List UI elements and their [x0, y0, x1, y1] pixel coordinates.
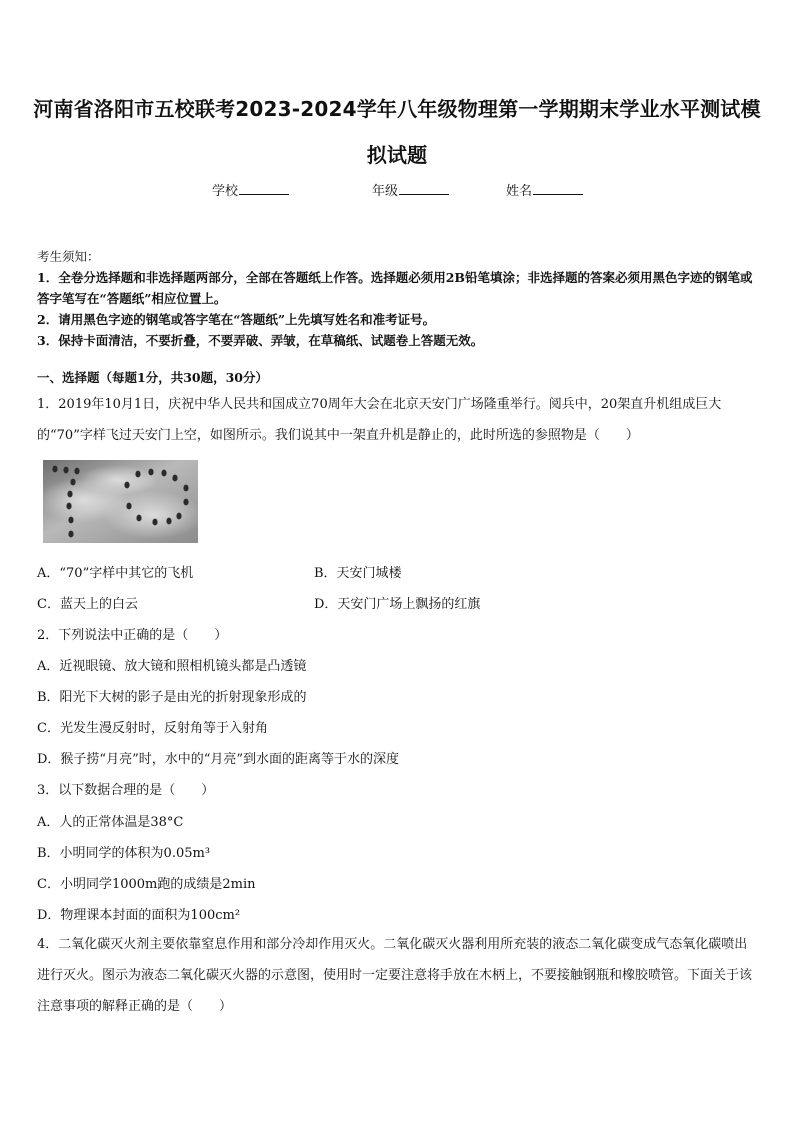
- grade-blank: [399, 181, 449, 195]
- question-1-option-c: C．蓝天上的白云: [37, 597, 138, 612]
- name-blank: [533, 181, 583, 195]
- question-1-option-d: D．天安门广场上飘扬的红旗: [314, 597, 481, 612]
- name-field: [506, 180, 583, 199]
- question-3-stem: 3．以下数据合理的是（ ）: [37, 783, 215, 798]
- question-3-option-c: C．小明同学1000m跑的成绩是2min: [37, 877, 256, 892]
- question-4-stem: 4．二氧化碳灭火剂主要依靠窒息作用和部分冷却作用灭火。二氧化碳灭火器利用所充装的液态二氧化碳变成气态氧化碳喷出进行灭火。图示为液态二氧化碳灭火器的示意图，使用时一定要注意将手放在木柄上，不要接触钢瓶和橡胶喷管。下面关于该注意事项的解释正确的是（ ）: [37, 937, 753, 1014]
- question-2-stem: 2．下列说法中正确的是（ ）: [37, 628, 228, 643]
- name-label: 姓名: [506, 184, 533, 199]
- question-2-option-a: A．近视眼镜、放大镜和照相机镜头都是凸透镜: [37, 659, 307, 674]
- grade-label: 年级: [372, 184, 399, 199]
- helicopters-formation-photo: [43, 460, 198, 543]
- notice-heading: 考生须知：: [37, 249, 100, 264]
- school-blank: [239, 181, 289, 195]
- question-3-option-a: A．人的正常体温是38°C: [37, 815, 184, 830]
- notice-item: 3．保持卡面清洁，不要折叠，不要弄破、弄皱，在草稿纸、试题卷上答题无效。: [37, 333, 484, 348]
- section-heading: 一、选择题（每题1分，共30题，30分）: [37, 370, 268, 385]
- notice-item: 2．请用黑色字迹的钢笔或答字笔在“答题纸”上先填写姓名和准考证号。: [37, 312, 436, 327]
- question-3-option-b: B．小明同学的体积为0.05m³: [37, 846, 211, 861]
- school-field: [212, 180, 289, 199]
- school-label: 学校: [212, 184, 239, 199]
- question-1-option-b: B．天安门城楼: [314, 566, 402, 581]
- exam-notice: [37, 246, 759, 351]
- question-1-option-a: A．“70”字样中其它的飞机: [37, 566, 194, 581]
- student-info-row: [0, 180, 794, 200]
- question-2-option-c: C．光发生漫反射时，反射角等于入射角: [37, 721, 268, 736]
- question-2-option-b: B．阳光下大树的影子是由光的折射现象形成的: [37, 690, 307, 705]
- question-2-option-d: D．猴子捞“月亮”时，水中的“月亮”到水面的距离等于水的深度: [37, 752, 400, 767]
- question-1-stem: 1．2019年10月1日，庆祝中华人民共和国成立70周年大会在北京天安门广场隆重举行。阅兵中，20架直升机组成巨大的“70”字样飞过天安门上空，如图所示。我们说其中一架直升机是静止的，此时所选的参照物是（ ）: [37, 397, 722, 443]
- grade-field: [372, 180, 449, 199]
- question-3-option-d: D．物理课本封面的面积为100cm²: [37, 908, 241, 923]
- notice-item: 1．全卷分选择题和非选择题两部分，全部在答题纸上作答。选择题必须用2B铅笔填涂；非选择题的答案必须用黑色字迹的钢笔或答字笔写在“答题纸”相应位置上。: [37, 270, 753, 306]
- page-title: 河南省洛阳市五校联考2023-2024学年八年级物理第一学期期末学业水平测试模拟试题: [33, 97, 761, 167]
